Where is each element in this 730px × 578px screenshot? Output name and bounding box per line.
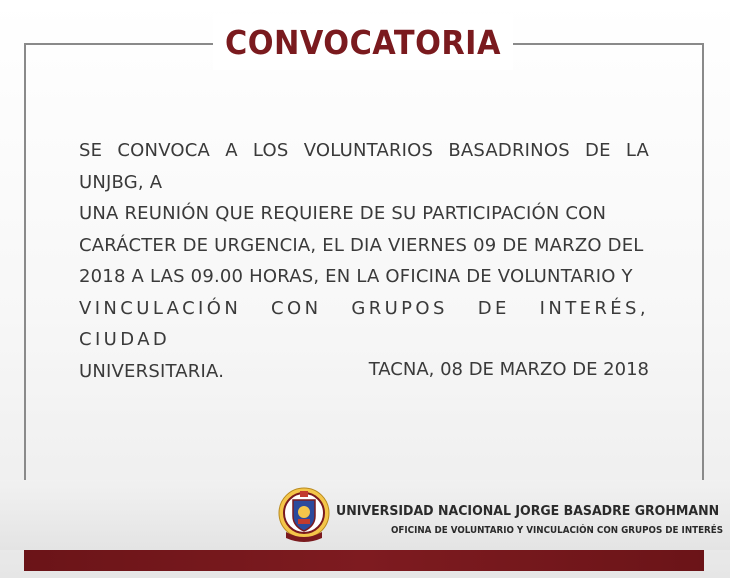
university-name: UNIVERSIDAD NACIONAL JORGE BASADRE GROHMANN: [336, 503, 720, 519]
page-title: CONVOCATORIA: [225, 22, 501, 62]
title-container: [213, 14, 513, 70]
body-line: UNIVERSITARIA.: [79, 360, 225, 382]
place-date: TACNA, 08 DE MARZO DE 2018: [368, 359, 649, 380]
university-seal-icon: [278, 486, 330, 546]
body-line: 2018 A LAS 09.00 HORAS, EN LA OFICINA DE VOLUNTARIO Y: [79, 266, 633, 287]
body-line: UNA REUNIÓN QUE REQUIERE DE SU PARTICIPACIÓN CON: [79, 203, 607, 224]
announcement-body: [79, 135, 649, 387]
body-line: SE CONVOCA A LOS VOLUNTARIOS BASADRINOS DE LA UNJBG, A: [79, 140, 649, 193]
office-name: OFICINA DE VOLUNTARIO Y VINCULACIÓN CON GRUPOS DE INTERÉS: [391, 525, 724, 536]
bottom-accent-bar: [24, 550, 704, 571]
body-line: CARÁCTER DE URGENCIA, EL DIA VIERNES 09 DE MARZO DEL: [79, 234, 644, 256]
body-line: VINCULACIÓN CON GRUPOS DE INTERÉS, CIUDAD: [79, 297, 649, 350]
